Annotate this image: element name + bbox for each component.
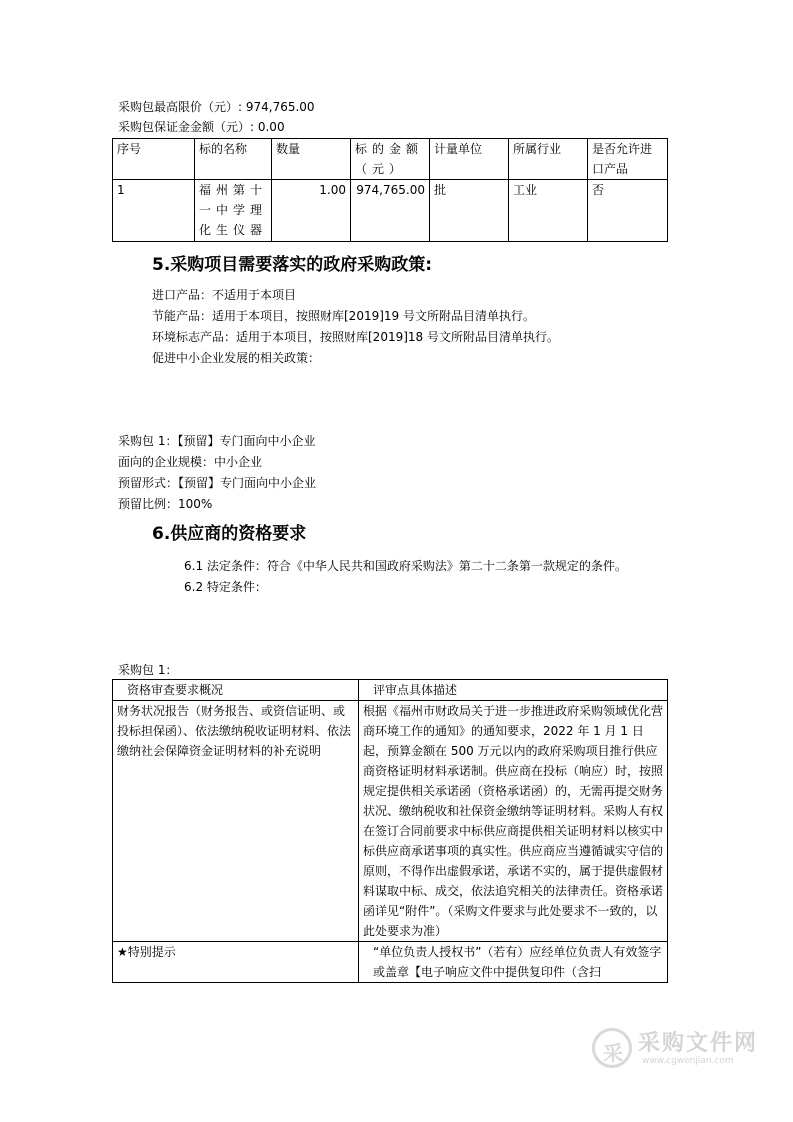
- table-header-row: [113, 680, 668, 701]
- cell-unit: 批: [430, 180, 509, 242]
- header-cell: 计量单位: [430, 139, 509, 180]
- table-header-row: [113, 139, 668, 180]
- package-label: 采购包 1：: [118, 663, 178, 677]
- table-row: [113, 180, 668, 242]
- max-price-line: 采购包最高限价（元）: 974,765.00: [118, 100, 315, 114]
- requirement-line: 6.1 法定条件：符合《中华人民共和国政府采购法》第二十二条第一款规定的条件。: [184, 559, 627, 573]
- header-cell: 标的名称: [195, 139, 272, 180]
- package-line: 面向的企业规模：中小企业: [118, 455, 263, 469]
- section5-title: 5.采购项目需要落实的政府采购政策:: [152, 255, 433, 275]
- watermark-logo-icon: 采: [592, 1028, 632, 1068]
- table-row: [113, 942, 668, 983]
- policy-line: 促进中小企业发展的相关政策：: [152, 351, 321, 365]
- cell-index: 1: [113, 180, 195, 242]
- cell-amount: 974,765.00: [351, 180, 430, 242]
- package-line: 采购包 1：【预留】专门面向中小企业: [118, 434, 316, 448]
- qualification-table: [112, 679, 668, 983]
- header-cell: 评审点具体描述: [359, 680, 668, 701]
- deposit-line: 采购包保证金金额（元）: 0.00: [118, 120, 285, 134]
- policy-line: 进口产品：不适用于本项目: [152, 288, 297, 302]
- cell-quantity: 1.00: [272, 180, 351, 242]
- requirement-summary: ★特别提示: [113, 942, 359, 983]
- requirement-summary: 财务状况报告（财务报告、或资信证明、或投标担保函）、依法缴纳税收证明材料、依法缴纳社会保障资金证明材料的补充说明: [113, 701, 359, 942]
- header-cell: 标的金额（元）: [351, 139, 430, 180]
- requirement-detail: 根据《福州市财政局关于进一步推进政府采购领域优化营商环境工作的通知》的通知要求，2022 年 1 月 1 日起，预算金额在 500 万元以内的政府采购项目推行供应商资格证明材料承诺制。供应商在投标（响应）时，按照规定提供相关承诺函（资格承诺函）的，无需再提交财务状况、缴纳税收和社保资金缴纳等证明材料。采购人有权在签订合同前要求中标供应商提供相关证明材料以核实中标供应商承诺事项的真实性。供应商应当遵循诚实守信的原则，不得作出虚假承诺，承诺不实的，属于提供虚假材料谋取中标、成交，依法追究相关的法律责任。资格承诺函详见“附件”。（采购文件要求与此处要求不一致的，以此处要求为准）: [359, 701, 668, 942]
- table-row: [113, 701, 668, 942]
- watermark-title: 采购文件网: [638, 1031, 759, 1056]
- items-table: [112, 138, 668, 242]
- policy-line: 节能产品：适用于本项目，按照财库[2019]19 号文所附品目清单执行。: [152, 309, 535, 323]
- header-cell: 是否允许进口产品: [588, 139, 668, 180]
- requirement-detail: “单位负责人授权书”（若有）应经单位负责人有效签字或盖章【电子响应文件中提供复印件（含扫: [359, 942, 668, 983]
- section6-title: 6.供应商的资格要求: [152, 524, 307, 544]
- header-cell: 数量: [272, 139, 351, 180]
- cell-import: 否: [588, 180, 668, 242]
- cell-name: 福州第十一中学理化生仪器: [195, 180, 272, 242]
- policy-line: 环境标志产品：适用于本项目，按照财库[2019]18 号文所附品目清单执行。: [152, 330, 559, 344]
- header-cell: 序号: [113, 139, 195, 180]
- package-line: 预留比例：100%: [118, 497, 213, 511]
- header-cell: 所属行业: [509, 139, 588, 180]
- watermark-url: www.cgwenjian.com: [642, 1056, 734, 1066]
- watermark: [592, 1026, 762, 1076]
- package-line: 预留形式：【预留】专门面向中小企业: [118, 476, 317, 490]
- cell-industry: 工业: [509, 180, 588, 242]
- requirement-line: 6.2 特定条件：: [184, 580, 267, 594]
- header-cell: 资格审查要求概况: [113, 680, 359, 701]
